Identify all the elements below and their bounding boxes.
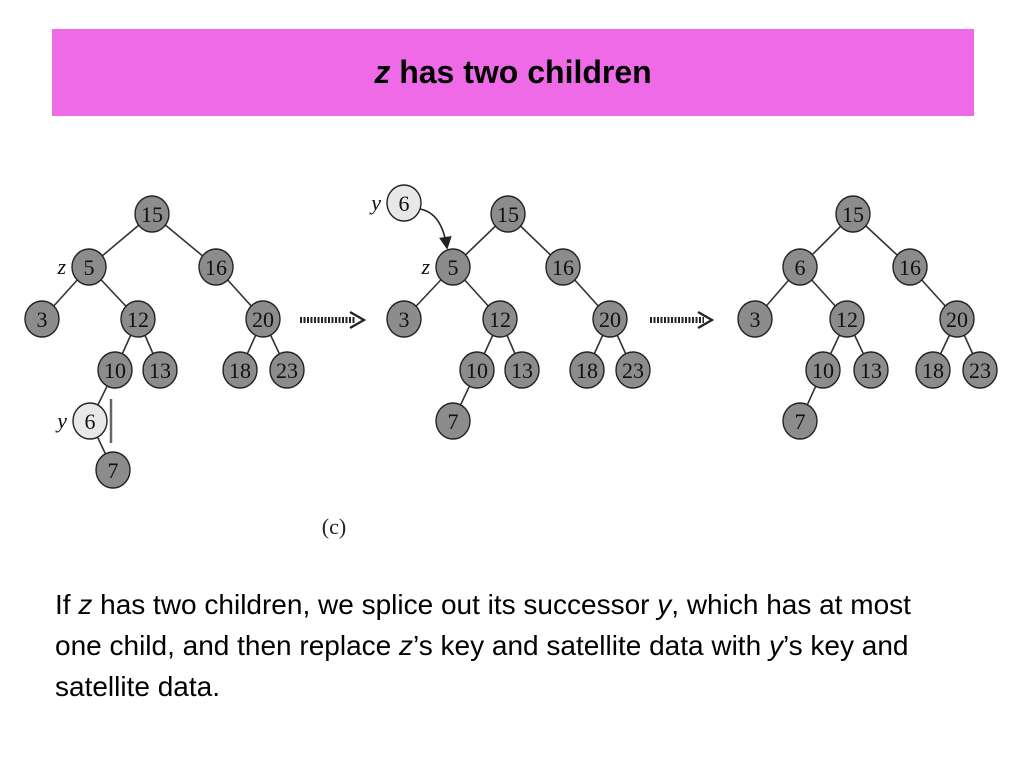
node-key: 13 [149, 358, 171, 383]
tree-node [916, 352, 950, 388]
tree-node [783, 403, 817, 439]
node-key: 13 [511, 358, 533, 383]
node-key: 15 [842, 202, 864, 227]
title-variable: z [374, 54, 391, 90]
tree-node [783, 249, 817, 285]
tree-node [963, 352, 997, 388]
slide-title [374, 54, 651, 91]
caption-text: has two children, we splice out its successor [92, 589, 658, 620]
node-key: 15 [497, 202, 519, 227]
tree-node [98, 352, 132, 388]
transition-arrow [650, 312, 712, 328]
node-marker: y [57, 408, 67, 433]
node-marker: z [57, 254, 66, 279]
caption-variable: y [768, 630, 783, 661]
node-key: 13 [860, 358, 882, 383]
node-key: 16 [552, 255, 574, 280]
node-key: 12 [836, 307, 858, 332]
tree-node [491, 196, 525, 232]
tree-node [135, 196, 169, 232]
caption-variable: z [78, 589, 93, 620]
tree-node [96, 452, 130, 488]
bst-deletion-diagram [0, 170, 1024, 550]
tree-node [616, 352, 650, 388]
caption-variable: y [657, 589, 672, 620]
caption-text: ’s key and satellite data with [413, 630, 769, 661]
node-key: 23 [276, 358, 298, 383]
node-key: 3 [398, 307, 410, 332]
node-key: 20 [946, 307, 968, 332]
node-marker: y [371, 190, 381, 215]
tree-node [570, 352, 604, 388]
node-key: 20 [599, 307, 621, 332]
node-key: 10 [104, 358, 126, 383]
transition-arrow [300, 312, 364, 328]
tree-node [460, 352, 494, 388]
tree-node [72, 249, 106, 285]
tree-node [505, 352, 539, 388]
tree-node [199, 249, 233, 285]
node-key: 23 [969, 358, 991, 383]
tree-node [854, 352, 888, 388]
successor-pointer-arrow [420, 209, 447, 248]
tree-node [246, 301, 280, 337]
tree-node [806, 352, 840, 388]
node-key: 6 [398, 191, 410, 216]
node-key: 10 [812, 358, 834, 383]
tree-node [836, 196, 870, 232]
slide-caption [55, 584, 955, 707]
tree-node [893, 249, 927, 285]
tree-node [73, 403, 107, 439]
tree-node [387, 301, 421, 337]
node-key: 16 [205, 255, 227, 280]
tree-node [546, 249, 580, 285]
node-key: 12 [489, 307, 511, 332]
caption-variable: z [399, 630, 414, 661]
node-key: 18 [576, 358, 598, 383]
caption-text: ’s key and satellite data. [55, 630, 909, 702]
node-key: 23 [622, 358, 644, 383]
node-marker: z [421, 254, 430, 279]
node-key: 7 [794, 409, 806, 434]
node-key: 3 [749, 307, 761, 332]
figure-label: (c) [321, 514, 347, 539]
node-key: 12 [127, 307, 149, 332]
node-key: 18 [922, 358, 944, 383]
tree-node [483, 301, 517, 337]
transition-arrow-head [350, 312, 364, 328]
node-key: 5 [447, 255, 459, 280]
node-key: 15 [141, 202, 163, 227]
node-key: 3 [36, 307, 48, 332]
tree-node [387, 185, 421, 221]
title-text: has two children [399, 54, 652, 90]
title-banner [52, 29, 974, 116]
tree-node [143, 352, 177, 388]
tree-node [940, 301, 974, 337]
tree-node [738, 301, 772, 337]
tree-node [830, 301, 864, 337]
caption-text: , which has at most one child, and then replace [55, 589, 911, 661]
tree-node [223, 352, 257, 388]
tree-node [270, 352, 304, 388]
node-key: 16 [899, 255, 921, 280]
tree-node [436, 403, 470, 439]
tree-node [593, 301, 627, 337]
tree-node [436, 249, 470, 285]
caption-text: If [55, 589, 79, 620]
node-key: 10 [466, 358, 488, 383]
tree-node [121, 301, 155, 337]
node-key: 6 [794, 255, 806, 280]
node-key: 7 [107, 458, 119, 483]
node-key: 20 [252, 307, 274, 332]
node-key: 5 [83, 255, 95, 280]
node-key: 7 [447, 409, 459, 434]
tree-node [25, 301, 59, 337]
node-key: 6 [84, 409, 96, 434]
node-key: 18 [229, 358, 251, 383]
